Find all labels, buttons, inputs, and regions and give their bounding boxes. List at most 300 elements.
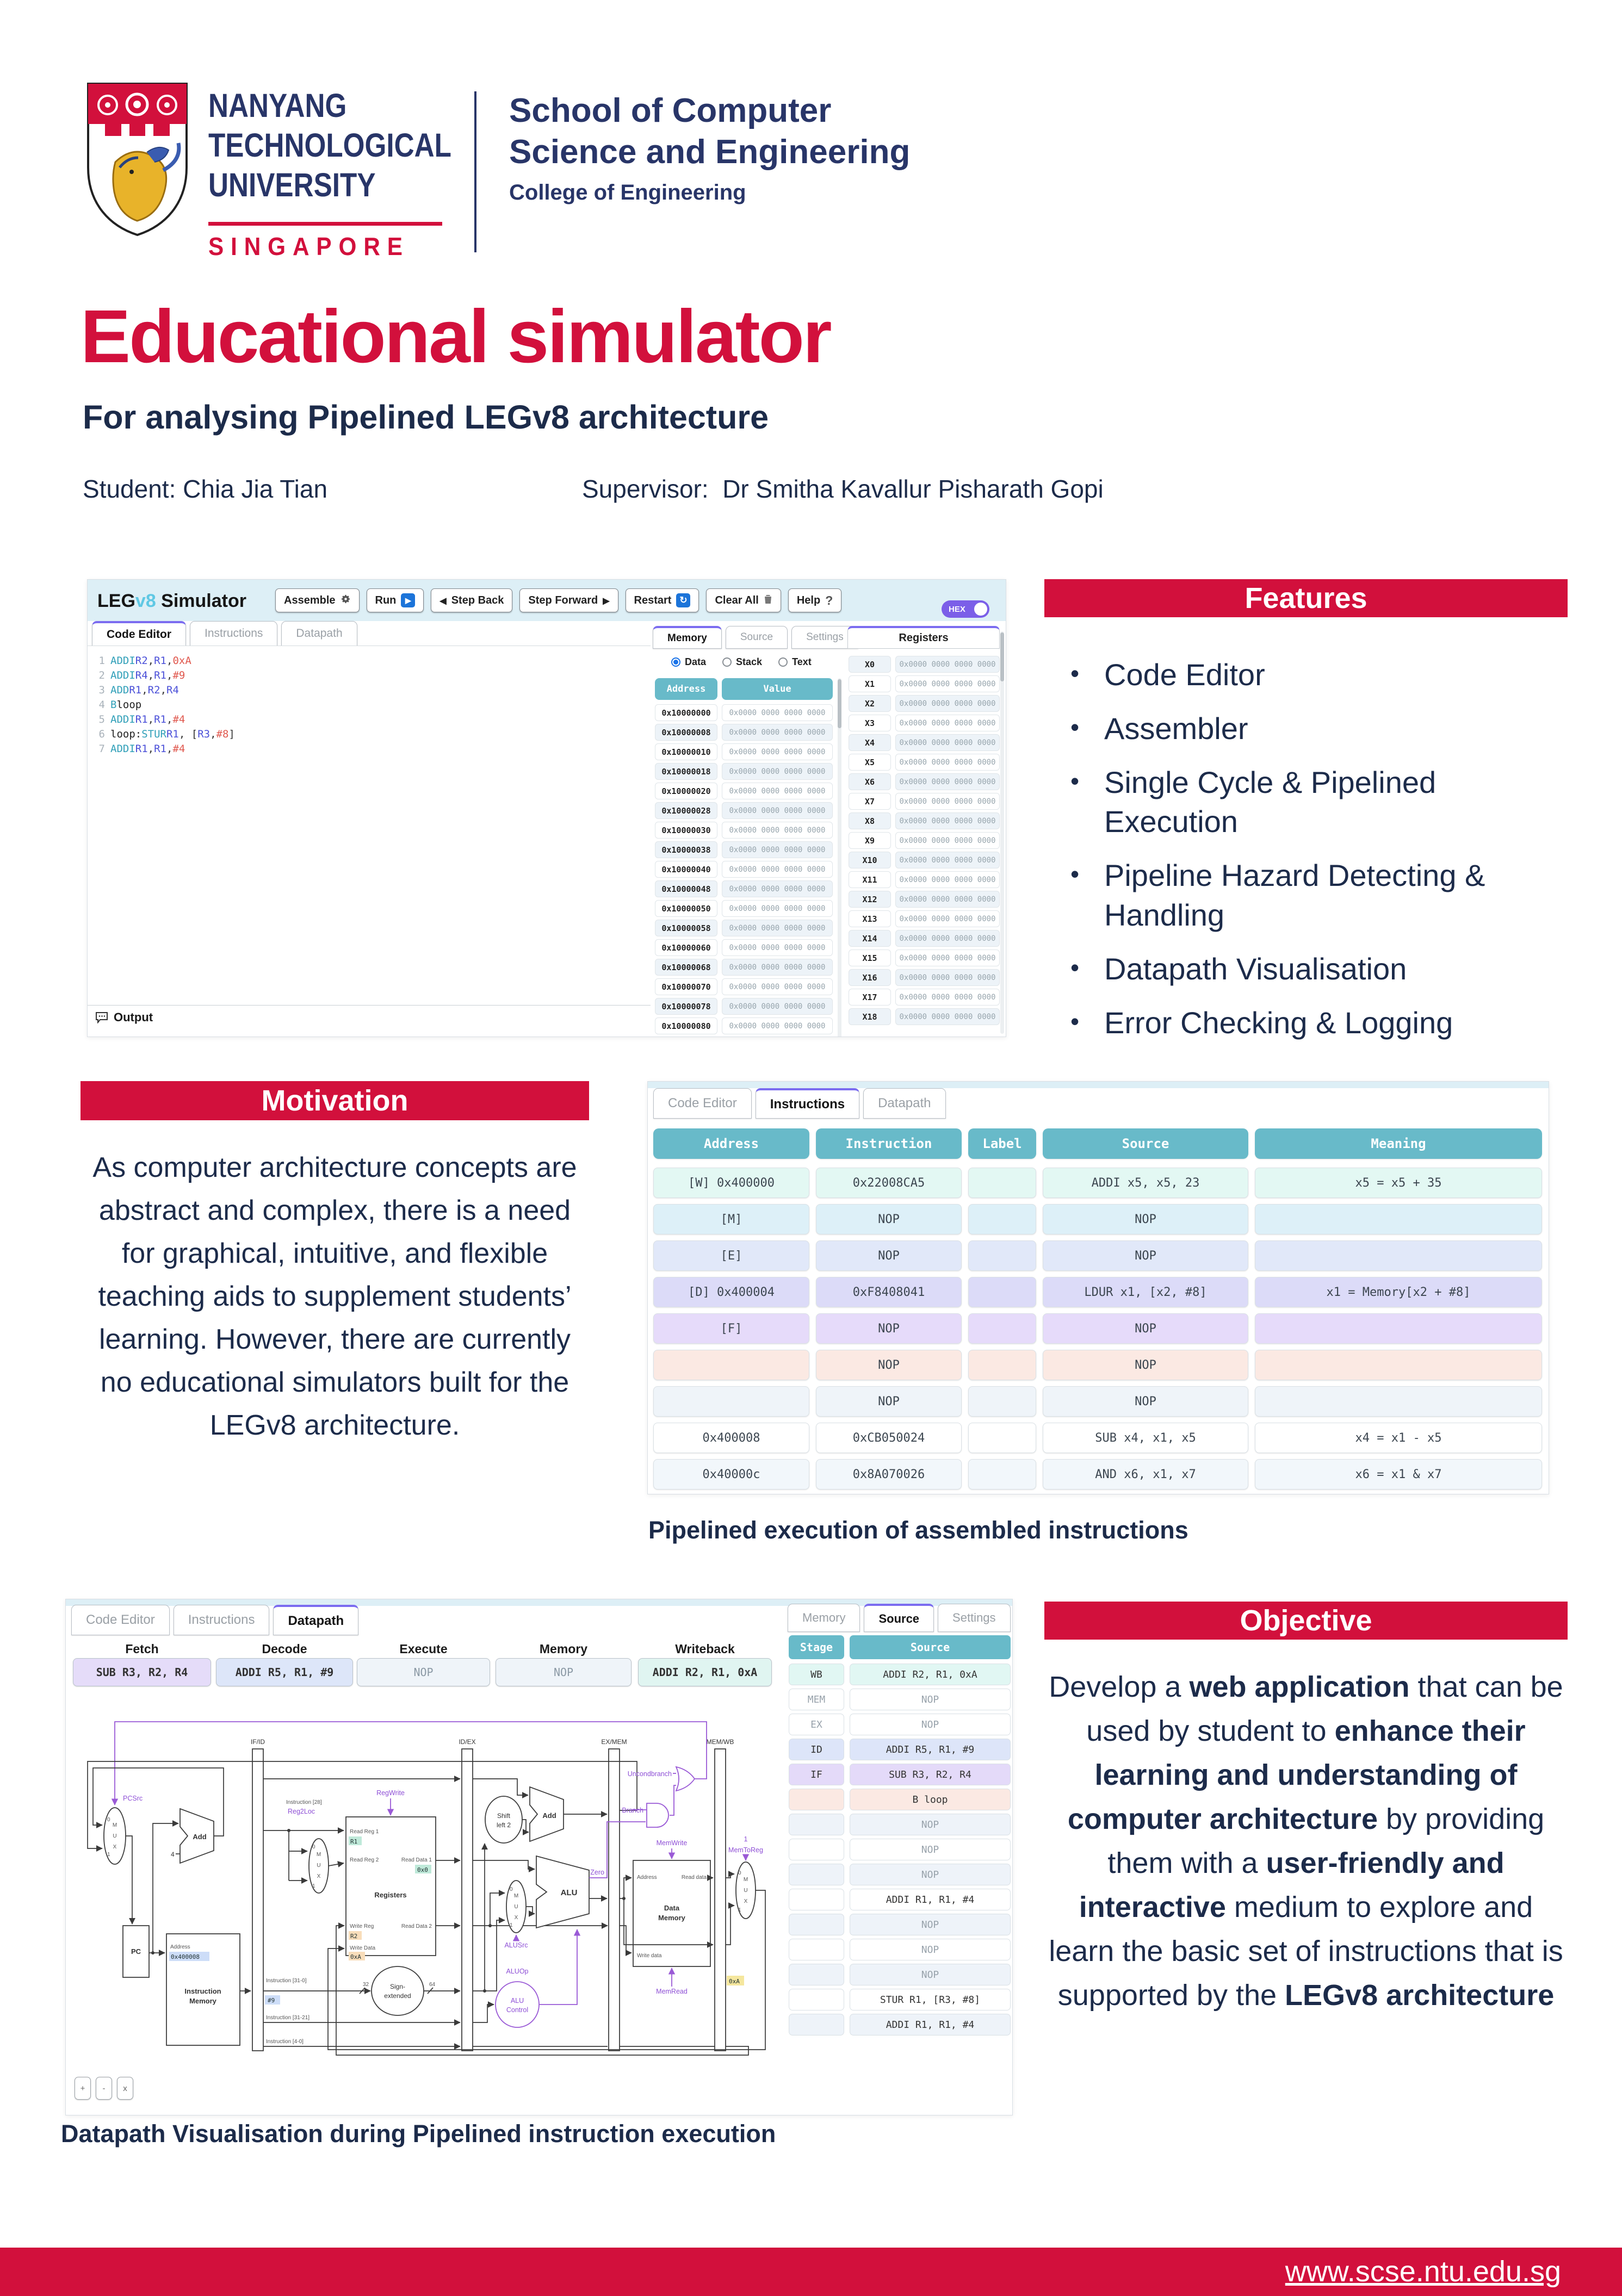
data-row [655, 900, 840, 917]
row-key: 0x10000040 [655, 861, 717, 878]
code-token: , [210, 728, 216, 740]
pcsrc-label: PCSrc [123, 1795, 143, 1802]
column-header: Source [1043, 1128, 1248, 1159]
tab-source[interactable]: Source [726, 626, 788, 649]
stage-cell [789, 1789, 844, 1810]
instr40-label: Instruction [4-0] [266, 2039, 304, 2045]
stage-cell: IF [789, 1764, 844, 1785]
feature-text: Code Editor [1104, 657, 1265, 692]
footer-link[interactable]: www.scse.ntu.edu.sg [1285, 2255, 1561, 2288]
row-key: X3 [849, 715, 891, 731]
diagram-zoom--button[interactable]: - [96, 2077, 112, 2100]
restart-icon: ↻ [676, 593, 690, 607]
code-token: , [147, 713, 154, 725]
uncondbranch-label: Uncondbranch [627, 1770, 672, 1778]
objective-header: Objective [1044, 1602, 1568, 1640]
code-token: , [166, 669, 173, 681]
row-value: 0x0000 0000 0000 0000 [895, 969, 1000, 986]
source-cell: ADDI R2, R1, 0xA [850, 1664, 1011, 1685]
logo-divider [474, 91, 476, 252]
stage-label-execute: Execute [399, 1642, 448, 1656]
supervisor-name: Supervisor: Dr Smitha Kavallur Pisharath Gopi [582, 475, 1104, 503]
side-row [789, 1914, 1011, 1935]
row-key: 0x10000068 [655, 959, 717, 976]
row-value: 0x0000 0000 0000 0000 [895, 832, 1000, 849]
row-value: 0x0000 0000 0000 0000 [722, 998, 833, 1015]
column-header: Instruction [816, 1128, 962, 1159]
data-row [655, 802, 840, 819]
table-cell [968, 1277, 1036, 1307]
clear-all-button[interactable] [706, 588, 781, 612]
tab-datapath[interactable]: Datapath [863, 1088, 945, 1119]
row-key: X4 [849, 734, 891, 751]
source-cell: NOP [850, 1714, 1011, 1735]
source-cell: Source [850, 1635, 1011, 1659]
row-key: 0x10000010 [655, 743, 717, 760]
mux-letter: X [744, 1898, 748, 1904]
row-key: X6 [849, 773, 891, 790]
imem-address-label: Address [170, 1944, 190, 1950]
tab-instructions[interactable]: Instructions [190, 621, 277, 646]
row-key: 0x10000030 [655, 822, 717, 839]
radio-data[interactable] [671, 656, 706, 668]
row-key: 0x10000080 [655, 1017, 717, 1034]
readreg2-label: Read Reg 2 [350, 1857, 379, 1863]
stage-cell [789, 1839, 844, 1860]
table-cell: NOP [816, 1240, 962, 1271]
school-block [509, 90, 910, 205]
memory-panel [651, 626, 844, 1037]
source-panel [787, 1599, 1011, 2115]
radio-text[interactable] [778, 656, 812, 668]
radio-circle-icon [722, 657, 732, 667]
table-cell [968, 1423, 1036, 1453]
hex-toggle[interactable] [942, 600, 989, 618]
diagram-zoom--button[interactable]: + [75, 2077, 91, 2100]
mux-port-1: 1 [510, 1922, 513, 1928]
row-value: 0x0000 0000 0000 0000 [895, 793, 1000, 810]
data-row [655, 959, 840, 976]
memory-panel-tabs [653, 626, 858, 649]
writereg-label: Write Reg [350, 1923, 374, 1929]
line-number: 2 [98, 669, 105, 681]
row-value: 0x0000 0000 0000 0000 [722, 900, 833, 917]
code-token: , [147, 743, 154, 755]
data-row [655, 978, 840, 995]
shift-label-2: left 2 [496, 1821, 511, 1829]
feature-item [1070, 950, 1560, 989]
row-key: X16 [849, 969, 891, 986]
radio-label: Stack [736, 656, 763, 667]
table-cell: x6 = x1 & x7 [1255, 1459, 1542, 1490]
logo-singapore: SINGAPORE [208, 232, 410, 260]
dm-readdata-label: Read data [681, 1875, 707, 1881]
source-cell: NOP [850, 1864, 1011, 1885]
row-key: 0x10000048 [655, 880, 717, 897]
code-line [88, 683, 651, 698]
row-value: 0x0000 0000 0000 0000 [895, 695, 1000, 712]
footer-bar [0, 2248, 1622, 2296]
mux-letter: U [514, 1904, 518, 1910]
stage-cell [789, 1964, 844, 1985]
feature-text: Datapath Visualisation [1104, 951, 1407, 986]
stage-label-memory: Memory [539, 1642, 588, 1656]
row-key: 0x10000020 [655, 783, 717, 799]
row-value: 0x0000 0000 0000 0000 [895, 891, 1000, 908]
stage-label-fetch: Fetch [125, 1642, 159, 1656]
code-token: R1 [129, 684, 142, 696]
hex-label: HEX [949, 604, 965, 614]
memory-rows [655, 704, 840, 1037]
stage-instruction-writeback: ADDI R2, R1, 0xA [638, 1658, 772, 1686]
memory-scrollbar[interactable] [838, 678, 841, 1037]
code-token: ADDI [110, 655, 135, 667]
side-row [789, 1764, 1011, 1785]
code-line [88, 668, 651, 683]
data-row [849, 793, 1000, 810]
tab-code-editor[interactable]: Code Editor [71, 1605, 170, 1635]
register-rows [849, 656, 1000, 1028]
motivation-header: Motivation [81, 1081, 589, 1120]
row-key: X9 [849, 832, 891, 849]
writedata-value: 0xA [350, 1953, 361, 1960]
radio-stack[interactable] [722, 656, 762, 668]
tab-instructions[interactable]: Instructions [174, 1605, 270, 1635]
tab-datapath[interactable]: Datapath [281, 621, 357, 646]
data-row [655, 1017, 840, 1034]
assemble-button[interactable] [275, 588, 360, 612]
memwrite-label: MemWrite [656, 1839, 688, 1847]
memory-header-address: Address [655, 678, 717, 700]
table-cell: 0xF8408041 [816, 1277, 962, 1307]
bullet-icon: • [1070, 1007, 1080, 1035]
step-back-label: Step Back [451, 594, 504, 606]
dm-writedata-label: Write data [637, 1953, 662, 1959]
data-row [849, 812, 1000, 829]
bullet-icon: • [1070, 766, 1080, 795]
row-value: 0x0000 0000 0000 0000 [722, 704, 833, 721]
help-label: Help [796, 594, 821, 606]
code-token: loop: [110, 728, 142, 740]
table-cell: 0x400008 [653, 1423, 809, 1453]
line-number: 1 [98, 655, 105, 667]
mux-port-1: 1 [107, 1852, 110, 1858]
bullet-icon: • [1070, 659, 1080, 687]
memtoreg-label: MemToReg [728, 1846, 763, 1854]
restart-button[interactable] [626, 588, 699, 612]
row-value: 0x0000 0000 0000 0000 [722, 939, 833, 956]
row-value: 0x0000 0000 0000 0000 [895, 910, 1000, 927]
back-icon: ◀ [439, 596, 447, 606]
row-value: 0x0000 0000 0000 0000 [895, 950, 1000, 966]
instructions-caption: Pipelined execution of assembled instructions [648, 1516, 1188, 1544]
code-token: , [147, 655, 154, 667]
table-cell: NOP [1043, 1350, 1248, 1380]
school-line-1: School of Computer [509, 92, 832, 129]
objective-segment: web application [1189, 1671, 1410, 1703]
memory-header-value: Value [722, 678, 833, 700]
table-cell [1255, 1204, 1542, 1234]
shift-label-1: Shift [497, 1812, 511, 1820]
side-row [789, 1964, 1011, 1985]
readreg1-label: Read Reg 1 [350, 1829, 379, 1835]
data-row [655, 822, 840, 839]
row-value: 0x0000 0000 0000 0000 [895, 773, 1000, 790]
objective-segment: by providing them with a [1107, 1803, 1545, 1879]
run-button[interactable] [367, 588, 424, 612]
writeback-value: 0xA [729, 1978, 740, 1985]
radio-dot [673, 660, 678, 665]
table-cell: NOP [816, 1204, 962, 1234]
data-row [849, 773, 1000, 790]
row-key: X1 [849, 675, 891, 692]
stage-label-writeback: Writeback [675, 1642, 735, 1656]
tab-settings[interactable]: Settings [938, 1604, 1011, 1632]
row-key: 0x10000050 [655, 900, 717, 917]
table-cell [1255, 1386, 1542, 1417]
imem-label-2: Memory [189, 1997, 216, 2005]
side-row [789, 1939, 1011, 1960]
table-cell: [D] 0x400004 [653, 1277, 809, 1307]
row-value: 0x0000 0000 0000 0000 [722, 1017, 833, 1034]
code-token: R1 [154, 669, 166, 681]
pc-label: PC [131, 1947, 141, 1956]
help-button[interactable] [788, 588, 841, 612]
stage-cell: MEM [789, 1689, 844, 1710]
hex-knob [974, 603, 987, 616]
mux-letter: X [514, 1915, 518, 1921]
stage-cell [789, 1914, 844, 1935]
table-cell: AND x6, x1, x7 [1043, 1459, 1248, 1490]
data-row [655, 763, 840, 780]
datapath-caption: Datapath Visualisation during Pipelined instruction execution [61, 2120, 776, 2148]
code-token: STUR [141, 728, 166, 740]
radio-circle-icon [671, 657, 680, 667]
bullet-icon: • [1070, 712, 1080, 741]
source-cell: ADDI R1, R1, #4 [850, 2014, 1011, 2036]
row-key: X12 [849, 891, 891, 908]
column-header: Meaning [1255, 1128, 1542, 1159]
registers-scrollbar[interactable] [1000, 631, 1004, 1034]
code-token: R1 [154, 713, 166, 725]
dm-label-1: Data [664, 1904, 680, 1912]
row-value: 0x0000 0000 0000 0000 [895, 812, 1000, 829]
tab-memory[interactable]: Memory [653, 626, 722, 649]
table-cell: x5 = x5 + 35 [1255, 1168, 1542, 1198]
source-cell: ADDI R5, R1, #9 [850, 1739, 1011, 1760]
row-key: 0x10000000 [655, 704, 717, 721]
add1-label: Add [193, 1833, 207, 1841]
row-key: X8 [849, 812, 891, 829]
source-cell: SUB R3, R2, R4 [850, 1764, 1011, 1785]
alucontrol-label-2: Control [506, 2006, 529, 2014]
feature-item [1070, 1003, 1560, 1043]
tab-settings[interactable]: Settings [791, 626, 858, 649]
row-value: 0x0000 0000 0000 0000 [722, 802, 833, 819]
mux-port-0: 0 [738, 1870, 741, 1876]
instr3121-label: Instruction [31-21] [266, 2015, 310, 2021]
app-title-leg: LEG [97, 591, 135, 611]
data-row [655, 704, 840, 721]
school-line-2: Science and Engineering [509, 133, 911, 171]
row-value: 0x0000 0000 0000 0000 [722, 978, 833, 995]
row-value: 0x0000 0000 0000 0000 [895, 852, 1000, 868]
row-value: 0x0000 0000 0000 0000 [895, 1008, 1000, 1025]
radio-circle-icon [778, 657, 788, 667]
objective-text [1047, 1665, 1565, 2018]
source-cell: STUR R1, [R3, #8] [850, 1989, 1011, 2010]
mux-letter: M [316, 1852, 321, 1858]
add2-label: Add [542, 1811, 556, 1820]
table-cell: 0x8A070026 [816, 1459, 962, 1490]
code-editor[interactable] [88, 646, 651, 1005]
radio-label: Data [685, 656, 707, 667]
toolbar [275, 588, 841, 612]
feature-item [1070, 709, 1560, 749]
code-token: , [166, 713, 173, 725]
side-row [789, 1814, 1011, 1835]
tab-memory[interactable]: Memory [788, 1604, 860, 1632]
data-row [849, 871, 1000, 888]
add1-four: 4 [171, 1851, 175, 1858]
data-row [655, 880, 840, 897]
objective-segment: medium to explore and learn the basic set of instructions that is supported by the [1049, 1891, 1563, 2012]
table-cell: LDUR x1, [x2, #8] [1043, 1277, 1248, 1307]
code-token: #8 [216, 728, 229, 740]
row-key: 0x10000028 [655, 802, 717, 819]
instructions-screenshot [647, 1081, 1549, 1494]
row-key: X10 [849, 852, 891, 868]
objective-segment: enhance their learning and understanding of computer architecture [1067, 1715, 1526, 1835]
side-row [789, 1664, 1011, 1685]
tab-code-editor[interactable]: Code Editor [92, 621, 186, 646]
diagram-zoom-x-button[interactable]: x [117, 2077, 133, 2100]
reg2loc-label: Reg2Loc [288, 1808, 315, 1815]
instr28-label: Instruction [28] [286, 1799, 322, 1805]
data-row [655, 861, 840, 878]
memread-label: MemRead [656, 1988, 688, 1995]
code-token: B [110, 699, 117, 711]
feature-text: Error Checking & Logging [1104, 1005, 1453, 1040]
code-token: R3 [197, 728, 211, 740]
source-cell: NOP [850, 1814, 1011, 1835]
table-cell: ADDI x5, x5, 23 [1043, 1168, 1248, 1198]
line-number: 3 [98, 684, 105, 696]
code-token: R2 [135, 655, 148, 667]
stage-instruction-fetch: SUB R3, R2, R4 [73, 1658, 211, 1686]
side-row [789, 1714, 1011, 1735]
data-row [655, 783, 840, 799]
step-back-button[interactable] [431, 588, 512, 612]
data-row [849, 930, 1000, 947]
idex-bar-label: ID/EX [459, 1738, 476, 1746]
step-forward-button[interactable] [519, 588, 618, 612]
row-value: 0x0000 0000 0000 0000 [722, 822, 833, 839]
objective-segment: Develop a [1049, 1671, 1190, 1703]
line-number: 4 [98, 699, 105, 711]
table-cell: NOP [1043, 1386, 1248, 1417]
regwrite-label: RegWrite [376, 1789, 405, 1797]
logo-red-rule [208, 222, 442, 226]
table-cell: NOP [1043, 1204, 1248, 1234]
code-token: #4 [172, 743, 185, 755]
mux-port-0: 0 [312, 1844, 315, 1850]
restart-label: Restart [634, 594, 672, 606]
code-token: ADDI [110, 743, 135, 755]
feature-item [1070, 763, 1560, 842]
ntu-logo-shield [82, 80, 193, 239]
poster-subtitle: For analysing Pipelined LEGv8 architecture [83, 399, 769, 436]
branch-label: Branch [622, 1807, 643, 1814]
data-row [849, 891, 1000, 908]
side-row [789, 1864, 1011, 1885]
stage-cell [789, 1814, 844, 1835]
line-number: 7 [98, 743, 105, 755]
row-value: 0x0000 0000 0000 0000 [895, 871, 1000, 888]
data-row [849, 852, 1000, 868]
source-cell: NOP [850, 1939, 1011, 1960]
code-token: , [166, 655, 173, 667]
tab-instructions[interactable]: Instructions [756, 1088, 859, 1119]
objective-segment: LEGv8 architecture [1285, 1979, 1555, 2012]
side-row [789, 1989, 1011, 2010]
bullet-icon: • [1070, 953, 1080, 982]
side-header-row [789, 1635, 1011, 1659]
trash-icon [764, 594, 772, 604]
table-cell: [E] [653, 1240, 809, 1271]
feature-text: Pipeline Hazard Detecting & Handling [1104, 858, 1485, 932]
row-key: X15 [849, 950, 891, 966]
mux-letter: U [113, 1833, 117, 1839]
data-row [849, 754, 1000, 771]
row-key: 0x10000070 [655, 978, 717, 995]
row-key: 0x10000018 [655, 763, 717, 780]
side-row [789, 1689, 1011, 1710]
zero-label: Zero [590, 1869, 604, 1876]
registers-panel [847, 626, 1004, 1037]
code-token: R1 [154, 743, 166, 755]
tab-datapath[interactable]: Datapath [273, 1605, 358, 1635]
feature-text: Single Cycle & Pipelined Execution [1104, 765, 1437, 839]
memwb-bar-label: MEM/WB [706, 1738, 734, 1746]
row-key: X18 [849, 1008, 891, 1025]
table-cell: [W] 0x400000 [653, 1168, 809, 1198]
college-line: College of Engineering [509, 181, 746, 204]
table-cell [1255, 1313, 1542, 1344]
simulator-tabs [92, 621, 357, 646]
code-token: #9 [172, 669, 185, 681]
tab-code-editor[interactable]: Code Editor [653, 1088, 752, 1119]
output-bar [88, 1005, 651, 1029]
data-row [655, 920, 840, 936]
row-key: 0x10000008 [655, 724, 717, 741]
row-value: 0x0000 0000 0000 0000 [895, 930, 1000, 947]
instr310-label: Instruction [31-0] [266, 1978, 307, 1984]
mux-letter: X [317, 1873, 321, 1879]
code-token: ] [228, 728, 235, 740]
data-row [849, 695, 1000, 712]
data-row [655, 841, 840, 858]
registers-box-label: Registers [374, 1891, 407, 1899]
alu-label: ALU [560, 1888, 578, 1897]
table-cell [968, 1168, 1036, 1198]
row-key: 0x10000078 [655, 998, 717, 1015]
line-number: 5 [98, 713, 105, 725]
side-row [789, 2014, 1011, 2036]
table-cell: 0xCB050024 [816, 1423, 962, 1453]
code-line [88, 654, 651, 668]
tab-source[interactable]: Source [864, 1604, 934, 1632]
